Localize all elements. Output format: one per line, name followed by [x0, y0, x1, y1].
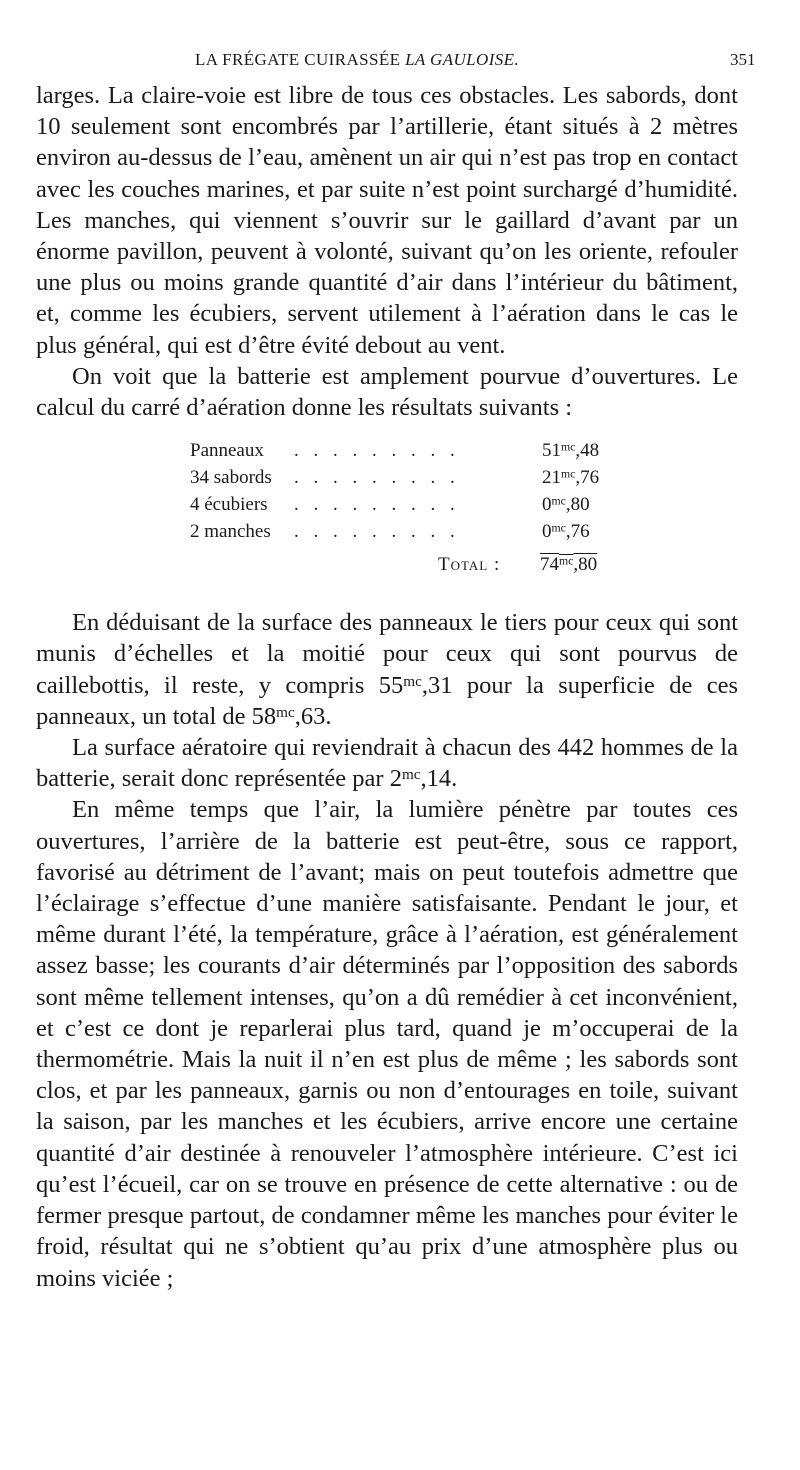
table-row	[190, 518, 630, 546]
row-value: $51^{mc},48$	[542, 440, 600, 462]
leader-dots: . . . . . . . . .	[294, 467, 460, 489]
table-row	[190, 464, 630, 492]
paragraph-2: On voit que la batterie est amplement pourvue d’ouvertures. Le calcul du carré d’aération donne les résultats suivants :	[36, 362, 738, 422]
row-value: $0^{mc},80$	[542, 494, 590, 516]
paragraph-1: larges. La claire-voie est libre de tous ces obstacles. Les sabords, dont 10 seulement sont encombrés par l’artillerie, étant situés à 2 mètres environ au-dessus de l’eau, amènent un air qui n’est pas trop en contact avec les couches marines, et par suite n’est point surchargé d’humidité. Les manches, qui viennent s’ouvrir sur le gaillard d’avant par un énorme pavillon, peuvent à volonté, suivant qu’on les oriente, refouler une plus ou moins grande quantité d’air dans l’intérieur du bâtiment, et, comme les écubiers, servent utilement à l’aération dans le cas le plus général, qui est d’être évité debout au vent.	[36, 82, 738, 359]
leader-dots: . . . . . . . . .	[294, 440, 460, 462]
leader-dots: . . . . . . . . .	[294, 494, 460, 516]
running-head	[195, 50, 735, 70]
running-title-text: LA FRÉGATE CUIRASSÉE	[195, 50, 406, 69]
paragraph-3: En déduisant de la surface des panneaux le tiers pour ceux qui sont munis d’échelles et la moitié pour ceux qui sont pourvus de caillebottis, il reste, y compris $55^{mc},31$ pour la superficie de ces panneaux, un total de $58^{mc},63$.	[36, 609, 738, 730]
page-number: 351	[730, 50, 756, 69]
total-label: Total :	[438, 554, 501, 576]
row-value: $0^{mc},76$	[542, 521, 590, 543]
row-label: Panneaux	[190, 440, 264, 462]
row-label: 2 manches	[190, 521, 271, 543]
leader-dots: . . . . . . . . .	[294, 521, 460, 543]
total-value: $74^{mc},80$	[540, 554, 598, 576]
row-label: 4 écubiers	[190, 494, 268, 516]
aeration-table	[36, 437, 738, 595]
running-title	[195, 50, 519, 70]
row-value: $21^{mc},76$	[542, 467, 600, 489]
paragraph-4: La surface aératoire qui reviendrait à chacun des 442 hommes de la batterie, serait donc représentée par $2^{mc},14$.	[36, 734, 738, 793]
table-row	[190, 437, 630, 465]
paragraph-5: En même temps que l’air, la lumière pénètre par toutes ces ouvertures, l’arrière de la batterie est peut-être, sous ce rapport, favorisé au détriment de l’avant; mais on peut toutefois admettre que l’éclairage s’effectue d’une manière satisfaisante. Pendant le jour, et même durant l’été, la température, grâce à l’aération, est généralement assez basse; les courants d’air déterminés par l’opposition des sabords sont même tellement intenses, qu’on a dû remédier à cet inconvénient, et c’est ce dont je reparlerai plus tard, quand je m’occuperai de la thermométrie. Mais la nuit il n’en est plus de même ; les sabords sont clos, et par les panneaux, garnis ou non d’entourages en toile, suivant la saison, par les manches et les écubiers, arrive encore une certaine quantité d’air destinée à renouveler l’atmosphère intérieure. C’est ici qu’est l’écueil, car on se trouve en présence de cette alternative : ou de fermer presque partout, de condamner même les manches pour éviter le froid, résultat qui ne s’obtient qu’au prix d’une atmosphère plus ou moins viciée ;	[36, 796, 738, 1292]
running-title-italic: LA GAULOISE.	[405, 50, 520, 69]
table-total-row	[190, 551, 630, 579]
table-row	[190, 491, 630, 519]
row-label: 34 sabords	[190, 467, 272, 489]
body-text	[36, 80, 738, 1294]
